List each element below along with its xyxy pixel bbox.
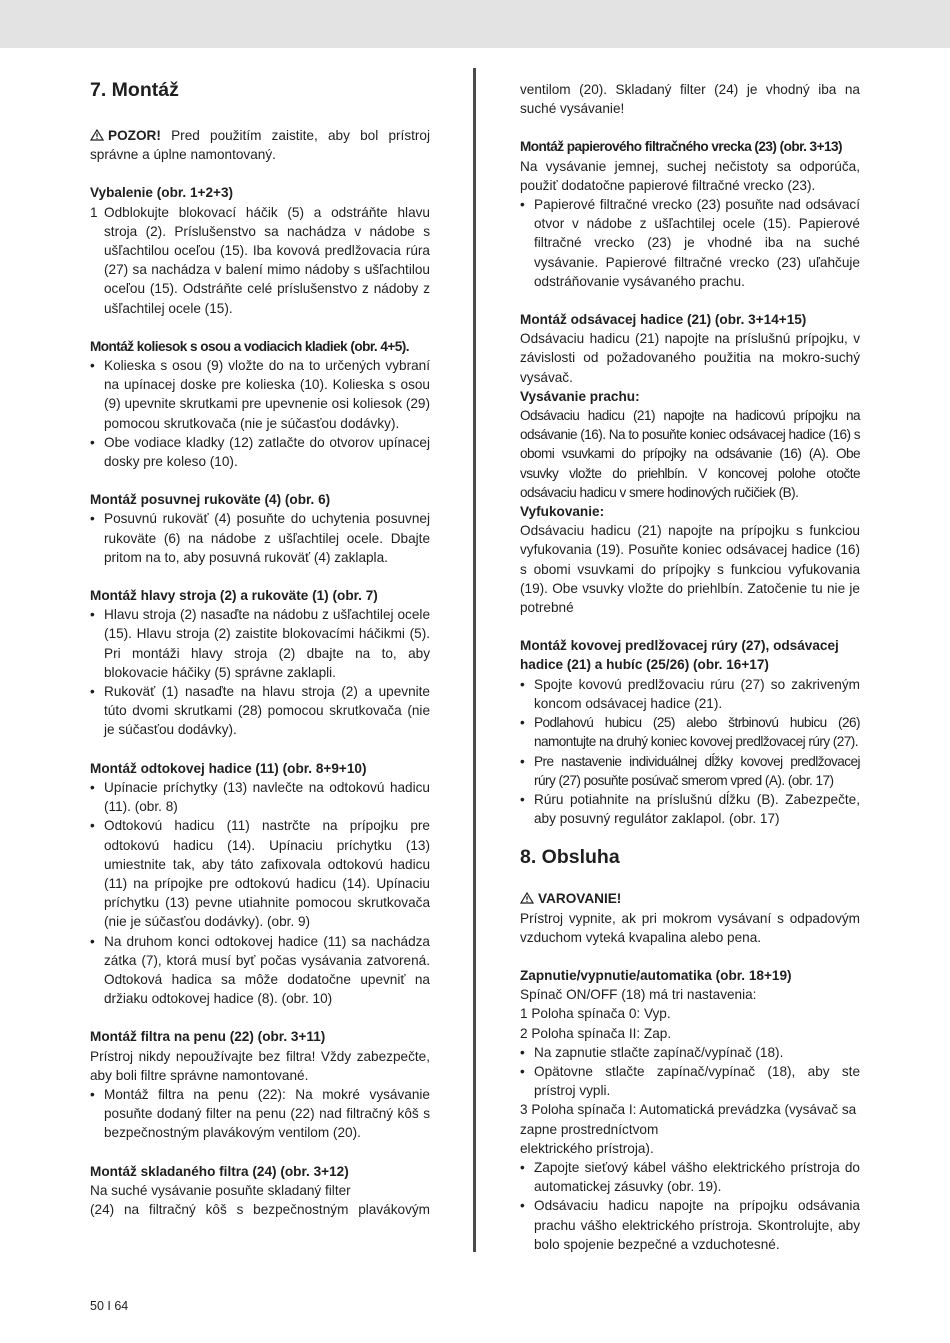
list-item-text: Spojte kovovú predlžovaciu rúru (27) so zakriveným koncom odsávacej hadice (21). [534,676,860,711]
list-item-text: Upínacie príchytky (13) navlečte na odtokovú hadicu (11). (obr. 8) [104,779,430,815]
list-item-text: Papierové filtračné vrecko (23) posuňte nad odsávací otvor v nádobe z ušľachtilej ocele (15). Papierové filtračné vrecko (23) je vhodné iba na suché vysávanie. Papierové filtračné vrecko (23) uľahčuje odstráňovanie vysávaného prachu. [534,197,860,289]
list-number: 1 [90,204,98,220]
list-item [520,790,860,828]
bullet-icon: • [520,791,525,807]
paragraph-line: elektrického prístroja). [520,1140,654,1156]
warning-triangle-icon [520,892,534,904]
list-item [90,682,430,740]
warning-label: VAROVANIE! [538,891,622,907]
list-item [520,195,860,291]
bullet-icon: • [520,1044,525,1060]
paragraph: Odsávaciu hadicu (21) napojte na príslušnú prípojku, v závislosti od požadovaného použitia na mokro-suchý vysávač. [520,331,860,385]
list-item-text: Obe vodiace kladky (12) zatlačte do otvorov upínacej dosky pre koleso (10). [104,434,430,470]
list-item-text: Odtokovú hadicu (11) nastrčte na prípojku pre odtokovú hadicu (14). Upínaciu príchytku (13) umiestnite tak, aby táto zafixovala odtokovú hadicu (11) na prípojke pre odtokovú hadicu (14). Upínaciu príchytku (13) pevne utiahnite pomocou skrutkovača (nie je súčasťou dodávky). (obr. 9) [104,818,430,930]
bullet-icon: • [90,933,95,949]
paragraph: Odsávaciu hadicu (21) napojte na hadicovú prípojku na odsávanie (16). Na to posuňte koniec odsávacej hadice (16) s obomi vsuvkami do prípojky na odsávanie (16) (A). Obe vsuvky vložte do priehlbín. V koncovej polohe otočte odsávaciu hadicu v smere hodinových ručičiek (B). [520,408,860,500]
list-item [520,1158,860,1196]
bullet-icon: • [90,1086,95,1102]
list-item-text: Hlavu stroja (2) nasaďte na nádobu z ušľachtilej ocele (15). Hlavu stroja (2) zaistite blokovacími háčikmi (5). Pri montáži hlavy stroja (2) dbajte na to, aby blokovacie háčiky (5) správne zaklapli. [104,607,430,680]
list-item-text: Kolieska s osou (9) vložte do na to určených vybraní na upínacej doske pre kolieska (10). Kolieska s osou (9) upevnite skrutkami pre upevnenie osi koliesok (29) pomocou skrutkovača (nie je súčasťou dodávky). [104,358,430,431]
heading-drain-hose: Montáž odtokovej hadice (11) (obr. 8+9+10) [90,760,367,776]
list-item-text: Odblokujte blokovací háčik (5) a odstráňte hlavu stroja (2). Príslušenstvo sa nachádza v nádobe s ušľachtilou oceľou (15). Iba kovová predlžovacia rúra (27) sa nachádza v balení mimo nádoby s ušľachtilou oceľou (15). Odstráňte celé príslušenstvo z nádoby z ušľachtilej ocele (15). [104,204,430,316]
heading-pleated-filter: Montáž skladaného filtra (24) (obr. 3+12) [90,1163,349,1179]
list-item-text: Pre nastavenie individuálnej dĺžky kovovej predlžovacej rúry (27) posuňte posúvač smerom vpred (A). (obr. 17) [534,753,860,788]
heading-suction-hose: Montáž odsávacej hadice (21) (obr. 3+14+15) [520,312,807,328]
bullet-icon: • [90,684,95,700]
heading-unpacking: Vybalenie (obr. 1+2+3) [90,185,234,201]
list-item [90,932,430,1009]
list-item-text: Na zapnutie stlačte zapínač/vypínač (18). [534,1044,784,1060]
list-item [90,816,430,931]
heading-wheels: Montáž koliesok s osou a vodiacich kladiek (obr. 4+5). [90,338,409,354]
right-column [520,80,860,1254]
list-item-text: Zapojte sieťový kábel vášho elektrického prístroja do automatickej zásuvky (obr. 19). [534,1159,860,1195]
list-item-text: Podlahovú hubicu (25) alebo štrbinovú hubicu (26) namontujte na druhý koniec kovovej predlžovacej rúry (27). [534,715,860,750]
list-item [90,203,430,318]
paragraph: Odsávaciu hadicu (21) napojte na prípojku s funkciou vyfukovania (19). Posuňte koniec odsávacej hadice (16) s obomi vsuvkami do prípojky s funkciou vyfukovania (19). Obe vsuvky vložte do priehlbín. Zatočenie tu nie je potrebné [520,523,860,616]
warning-triangle-icon [90,129,104,141]
bullet-icon: • [90,434,95,450]
paragraph-line: 2 Poloha spínača II: Zap. [520,1025,672,1041]
list-item [520,1043,860,1062]
heading-extension-tube: Montáž kovovej predlžovacej rúry (27), odsávacej hadice (21) a hubíc (25/26) (obr. 16+17) [520,638,839,673]
heading-paper-bag: Montáž papierového filtračného vrecka (23) (obr. 3+13) [520,139,842,155]
heading-push-handle: Montáž posuvnej rukoväte (4) (obr. 6) [90,492,331,508]
paragraph-line: (24) na filtračný kôš s bezpečnostným plavákovým [90,1201,430,1217]
list-item-text: Odsávaciu hadicu napojte na prípojku odsávania prachu vášho elektrického prístroja. Skontrolujte, aby bolo spojenie bezpečné a vzduchotesné. [534,1198,860,1252]
warning-paragraph [90,126,430,164]
bullet-icon: • [520,1063,525,1079]
page-number: 50 I 64 [90,1299,129,1313]
list-item-text: Rúru potiahnite na príslušnú dĺžku (B). Zabezpečte, aby posuvný regulátor zaklapol. (obr. 17) [534,791,860,827]
list-item-text: Opätovne stlačte zapínač/vypínač (18), aby ste prístroj vypli. [534,1063,860,1099]
paragraph: Na vysávanie jemnej, suchej nečistoty sa odporúča, použiť dodatočne papierové filtračné vrecko (23). [520,158,860,193]
bullet-icon: • [90,818,95,834]
warning-label: POZOR! [108,128,161,143]
list-item-text: Posuvnú rukoväť (4) posuňte do uchytenia posuvnej rukoväte (6) na nádobe z ušľachtilej ocele. Dbajte pritom na to, aby posuvná rukoväť (4) zaklapla. [104,511,430,565]
bullet-icon: • [520,676,525,692]
list-item [90,778,430,816]
list-item [90,605,430,682]
paragraph-line: 3 Poloha spínača I: Automatická prevádzka (vysávač sa zapne prostredníctvom [520,1102,857,1137]
bullet-icon: • [90,779,95,795]
bullet-icon: • [90,607,95,623]
paragraph-line: 1 Poloha spínača 0: Vyp. [520,1006,671,1022]
heading-switch: Zapnutie/vypnutie/automatika (obr. 18+19) [520,967,792,983]
list-item-text: Montáž filtra na penu (22): Na mokré vysávanie posuňte dodaný filter na penu (22) nad filtračný kôš s bezpečnostným plavákovým ventilom (20). [104,1086,430,1141]
warning-text: Pred použitím zaistite, aby bol prístroj správne a úplne namontovaný. [90,128,430,163]
bullet-icon: • [520,1198,525,1214]
list-item [90,356,430,433]
left-column [90,80,430,1219]
list-item-text: Rukoväť (1) nasaďte na hlavu stroja (2) a upevnite túto dvomi skrutkami (28) pomocou skrutkovača (nie je súčasťou dodávky). [104,684,430,738]
list-item [520,1196,860,1254]
list-item [520,1062,860,1100]
bullet-icon: • [520,197,525,213]
paragraph: Spínač ON/OFF (18) má tri nastavenia: [520,987,757,1003]
list-item [520,675,860,713]
subheading-blowing: Vyfukovanie: [520,504,605,520]
bullet-icon: • [90,358,95,374]
bullet-icon: • [520,715,525,731]
warning-heading [520,889,860,908]
subheading-dust-suction: Vysávanie prachu: [520,388,640,404]
heading-machine-head: Montáž hlavy stroja (2) a rukoväte (1) (obr. 7) [90,588,378,604]
list-item [90,433,430,471]
list-item [520,752,860,790]
top-header-bar [0,0,950,48]
paragraph: ventilom (20). Skladaný filter (24) je vhodný iba na suché vysávanie! [520,82,860,117]
section-title-obsluha: 8. Obsluha [520,846,620,869]
bullet-icon: • [520,1159,525,1175]
paragraph: Prístroj nikdy nepoužívajte bez filtra! Vždy zabezpečte, aby boli filtre správne namontované. [90,1048,430,1083]
list-item [520,713,860,751]
column-divider [473,68,476,1252]
bullet-icon: • [520,753,525,769]
list-item [90,1085,430,1143]
section-title-montaz: 7. Montáž [90,79,179,101]
list-item-text: Na druhom konci odtokovej hadice (11) sa nachádza zátka (7), ktorá musí byť počas vysávania zatvorená. Odtoková hadica sa môže dodatočne upevniť na držiaku odtokovej hadice (8). (obr. 10) [104,933,430,1007]
heading-foam-filter: Montáž filtra na penu (22) (obr. 3+11) [90,1029,326,1045]
paragraph-line: Na suché vysávanie posuňte skladaný filter [90,1182,351,1198]
list-item [90,509,430,567]
paragraph: Prístroj vypnite, ak pri mokrom vysávaní s odpadovým vzduchom vyteká kvapalina alebo pena. [520,910,860,945]
bullet-icon: • [90,511,95,527]
